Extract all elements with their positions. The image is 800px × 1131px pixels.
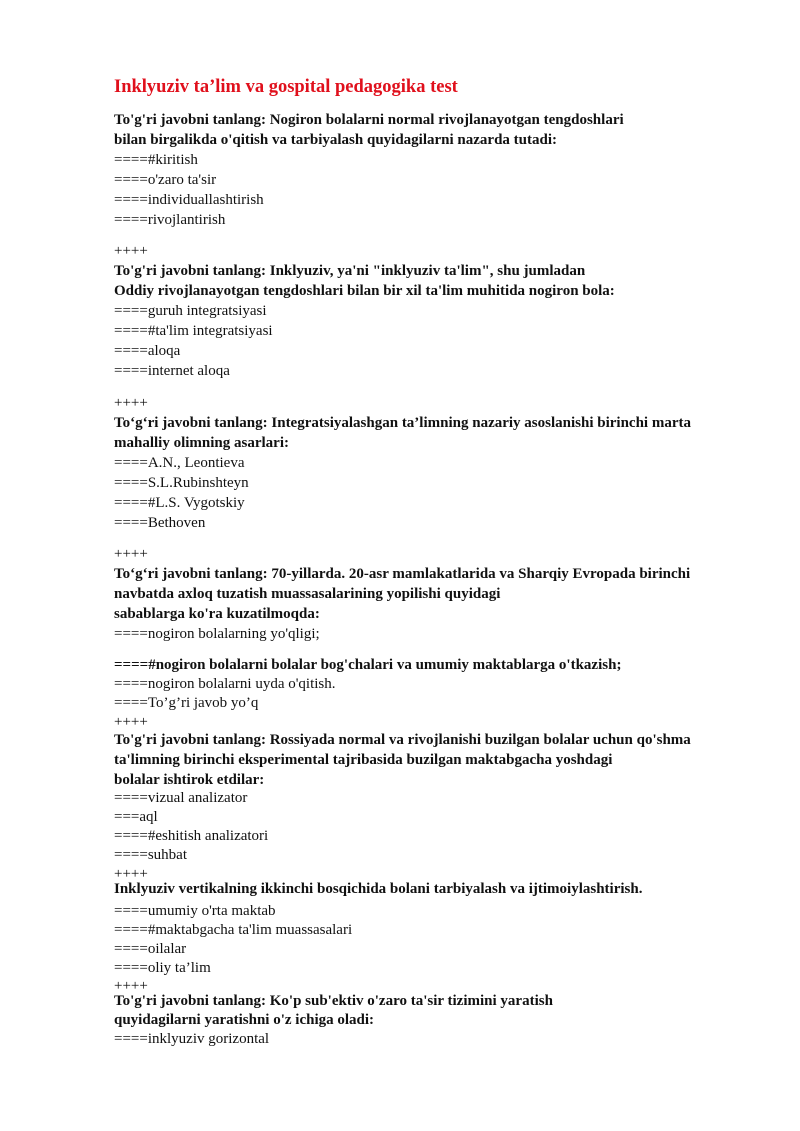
answer-option: ====o'zaro ta'sir bbox=[114, 172, 217, 188]
question-text-line: mahalliy olimning asarlari: bbox=[114, 435, 290, 451]
answer-option: ====#kiritish bbox=[114, 152, 198, 168]
answer-option: ====Bethoven bbox=[114, 515, 206, 531]
answer-option: ====guruh integratsiyasi bbox=[114, 303, 267, 319]
answer-option: ====umumiy o'rta maktab bbox=[114, 903, 276, 919]
answer-option: ====oilalar bbox=[114, 941, 187, 957]
question-text-line: To'g'ri javobni tanlang: Inklyuziv, ya'ni "inklyuziv ta'lim", shu jumladan bbox=[114, 263, 586, 279]
question-separator: ++++ bbox=[114, 714, 148, 730]
question-text-line: To'g'ri javobni tanlang: Nogiron bolalarni normal rivojlanayotgan tengdoshlari bbox=[114, 112, 624, 128]
answer-option: ====aloqa bbox=[114, 343, 181, 359]
answer-option: ====#eshitish analizatori bbox=[114, 828, 269, 844]
question-separator: ++++ bbox=[114, 978, 148, 994]
question-separator: ++++ bbox=[114, 866, 148, 882]
answer-option: ====inklyuziv gorizontal bbox=[114, 1031, 270, 1047]
answer-option: ====nogiron bolalarning yo'qligi; bbox=[114, 626, 320, 642]
question-separator: ++++ bbox=[114, 546, 148, 562]
answer-option: ====rivojlantirish bbox=[114, 212, 226, 228]
question-separator: ++++ bbox=[114, 243, 148, 259]
answer-option: ====#L.S. Vygotskiy bbox=[114, 495, 245, 511]
question-separator: ++++ bbox=[114, 395, 148, 411]
question-text-line: navbatda axloq tuzatish muassasalarining yopilishi quyidagi bbox=[114, 586, 501, 602]
answer-option: ===aql bbox=[114, 809, 158, 825]
answer-option: ====#maktabgacha ta'lim muassasalari bbox=[114, 922, 353, 938]
question-text-line: bolalar ishtirok etdilar: bbox=[114, 772, 265, 788]
answer-option: ====individuallashtirish bbox=[114, 192, 264, 208]
question-text-line: Inklyuziv vertikalning ikkinchi bosqichida bolani tarbiyalash va ijtimoiylashtirish. bbox=[114, 881, 643, 897]
answer-option: ====#ta'lim integratsiyasi bbox=[114, 323, 273, 339]
question-text-line: To‘g‘ri javobni tanlang: 70-yillarda. 20-asr mamlakatlarida va Sharqiy Evropada birinchi bbox=[114, 566, 691, 582]
answer-option: ====S.L.Rubinshteyn bbox=[114, 475, 249, 491]
answer-option: ====internet aloqa bbox=[114, 363, 230, 379]
answer-option: ====To’g’ri javob yo’q bbox=[114, 695, 259, 711]
question-text-line: ====#nogiron bolalarni bolalar bog'chalari va umumiy maktablarga o'tkazish; bbox=[114, 657, 622, 673]
question-text-line: bilan birgalikda o'qitish va tarbiyalash quyidagilarni nazarda tutadi: bbox=[114, 132, 558, 148]
question-text-line: ta'limning birinchi eksperimental tajribasida buzilgan maktabgacha yoshdagi bbox=[114, 752, 613, 768]
question-text-line: quyidagilarni yaratishni o'z ichiga oladi: bbox=[114, 1012, 375, 1028]
answer-option: ====A.N., Leontieva bbox=[114, 455, 245, 471]
answer-option: ====nogiron bolalarni uyda o'qitish. bbox=[114, 676, 336, 692]
answer-option: ====suhbat bbox=[114, 847, 188, 863]
answer-option: ====oliy ta’lim bbox=[114, 960, 211, 976]
question-text-line: To'g'ri javobni tanlang: Ko'p sub'ektiv o'zaro ta'sir tizimini yaratish bbox=[114, 993, 553, 1009]
answer-option: ====vizual analizator bbox=[114, 790, 248, 806]
question-text-line: To'g'ri javobni tanlang: Rossiyada normal va rivojlanishi buzilgan bolalar uchun qo'shma bbox=[114, 732, 691, 748]
question-text-line: To‘g‘ri javobni tanlang: Integratsiyalashgan ta’limning nazariy asoslanishi birinchi marta bbox=[114, 415, 692, 431]
question-text-line: sabablarga ko'ra kuzatilmoqda: bbox=[114, 606, 320, 622]
question-text-line: Oddiy rivojlanayotgan tengdoshlari bilan bir xil ta'lim muhitida nogiron bola: bbox=[114, 283, 615, 299]
page-title: Inklyuziv ta’lim va gospital pedagogika test bbox=[114, 77, 458, 97]
